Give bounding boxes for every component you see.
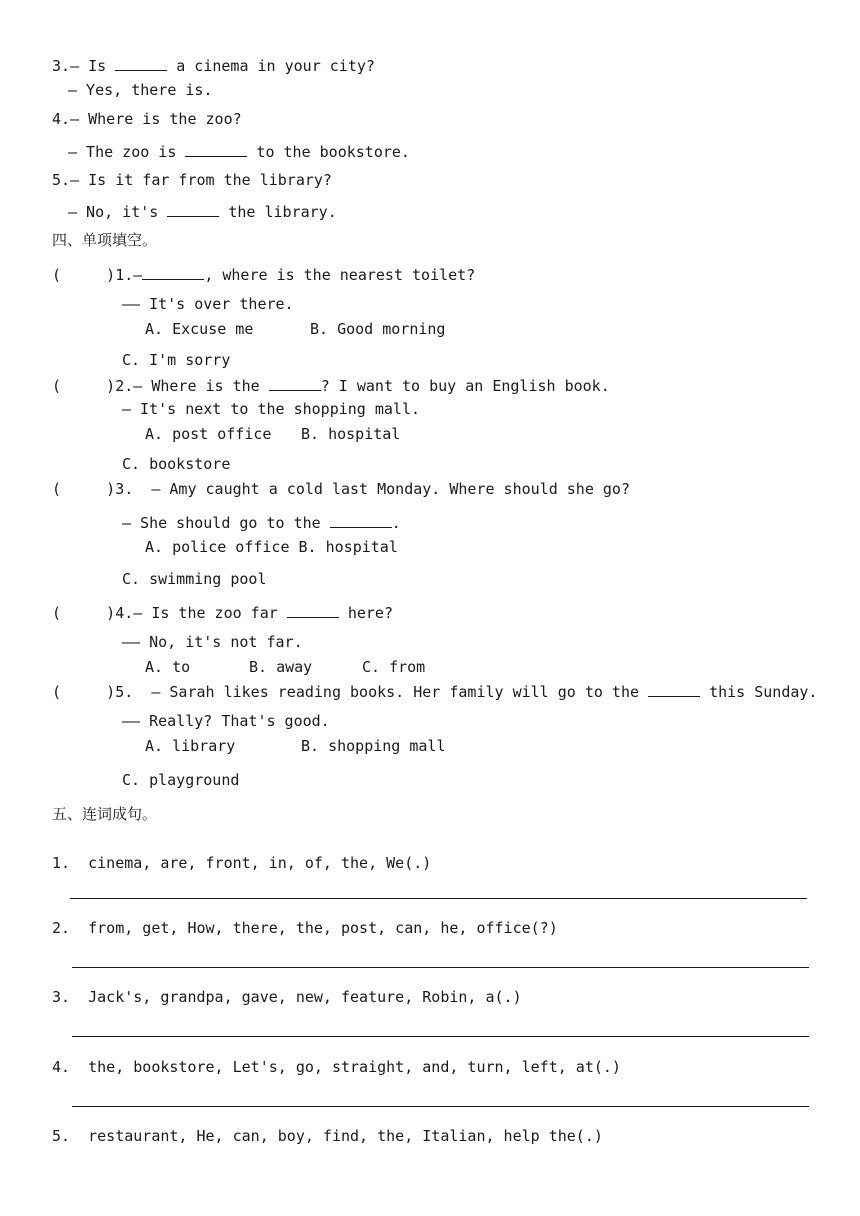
fill-q3-answer: — Yes, there is. bbox=[68, 81, 213, 99]
blank[interactable] bbox=[648, 682, 700, 697]
blank[interactable] bbox=[167, 202, 219, 217]
blank[interactable] bbox=[185, 142, 247, 157]
s5-item-2: 2. from, get, How, there, the, post, can, he, office(?) bbox=[52, 919, 558, 937]
s4-q1-stem: ( )1.— , where is the nearest toilet? bbox=[52, 266, 476, 284]
blank[interactable] bbox=[330, 513, 392, 528]
s4-q3-stem: ( )3. — Amy caught a cold last Monday. Where should she go? bbox=[52, 480, 630, 498]
s5-item-3: 3. Jack's, grandpa, gave, new, feature, Robin, a(.) bbox=[52, 988, 522, 1006]
s4-q1-reply: —— It's over there. bbox=[122, 295, 294, 313]
s4-q5-stem: ( )5. — Sarah likes reading books. Her family will go to the this Sunday. bbox=[52, 683, 818, 701]
s4-q2-option-c: C. bookstore bbox=[122, 455, 231, 473]
s4-q5-option-b: B. shopping mall bbox=[301, 737, 446, 755]
s4-q5-option-a: A. library bbox=[145, 737, 236, 755]
blank[interactable] bbox=[142, 265, 204, 280]
s4-q4-option-c: C. from bbox=[362, 658, 426, 676]
fill-q5-question: 5.— Is it far from the library? bbox=[52, 171, 332, 189]
s4-q2-option-b: B. hospital bbox=[301, 425, 401, 443]
s4-q2-stem: ( )2.— Where is the ? I want to buy an English book. bbox=[52, 377, 610, 395]
blank[interactable] bbox=[115, 56, 167, 71]
answer-line[interactable] bbox=[72, 1106, 809, 1107]
answer-paren[interactable]: ( ) bbox=[52, 266, 116, 284]
fill-q4-question: 4.— Where is the zoo? bbox=[52, 110, 242, 128]
s4-q4-option-a: A. to bbox=[145, 658, 191, 676]
s4-q1-option-a: A. Excuse me bbox=[145, 320, 254, 338]
fill-q3-question: 3.— Is a cinema in your city? bbox=[52, 57, 375, 75]
s5-item-5: 5. restaurant, He, can, boy, find, the, Italian, help the(.) bbox=[52, 1127, 603, 1145]
answer-paren[interactable]: ( ) bbox=[52, 683, 116, 701]
s4-q3-options-ab: A. police office B. hospital bbox=[145, 538, 398, 556]
fill-q4-answer: — The zoo is to the bookstore. bbox=[68, 143, 410, 161]
s4-q4-reply: —— No, it's not far. bbox=[122, 633, 303, 651]
s4-q2-option-a: A. post office bbox=[145, 425, 272, 443]
answer-paren[interactable]: ( ) bbox=[52, 480, 116, 498]
s4-q1-option-c: C. I'm sorry bbox=[122, 351, 231, 369]
s5-item-4: 4. the, bookstore, Let's, go, straight, and, turn, left, at(.) bbox=[52, 1058, 621, 1076]
answer-paren[interactable]: ( ) bbox=[52, 604, 116, 622]
section4-title: 四、单项填空。 bbox=[52, 231, 158, 249]
blank[interactable] bbox=[287, 603, 339, 618]
answer-line[interactable] bbox=[72, 1036, 809, 1037]
s4-q3-option-c: C. swimming pool bbox=[122, 570, 267, 588]
fill-q5-answer: — No, it's the library. bbox=[68, 203, 337, 221]
s4-q4-stem: ( )4.— Is the zoo far here? bbox=[52, 604, 393, 622]
blank[interactable] bbox=[269, 376, 321, 391]
s4-q3-reply: — She should go to the . bbox=[122, 514, 401, 532]
s4-q5-option-c: C. playground bbox=[122, 771, 240, 789]
s4-q2-reply: — It's next to the shopping mall. bbox=[122, 400, 421, 418]
s4-q4-option-b: B. away bbox=[249, 658, 313, 676]
answer-paren[interactable]: ( ) bbox=[52, 377, 116, 395]
answer-line[interactable] bbox=[72, 967, 809, 968]
s4-q1-option-b: B. Good morning bbox=[310, 320, 446, 338]
section5-title: 五、连词成句。 bbox=[52, 805, 158, 823]
s5-item-1: 1. cinema, are, front, in, of, the, We(.) bbox=[52, 854, 432, 872]
answer-line[interactable] bbox=[70, 898, 807, 899]
s4-q5-reply: —— Really? That's good. bbox=[122, 712, 330, 730]
